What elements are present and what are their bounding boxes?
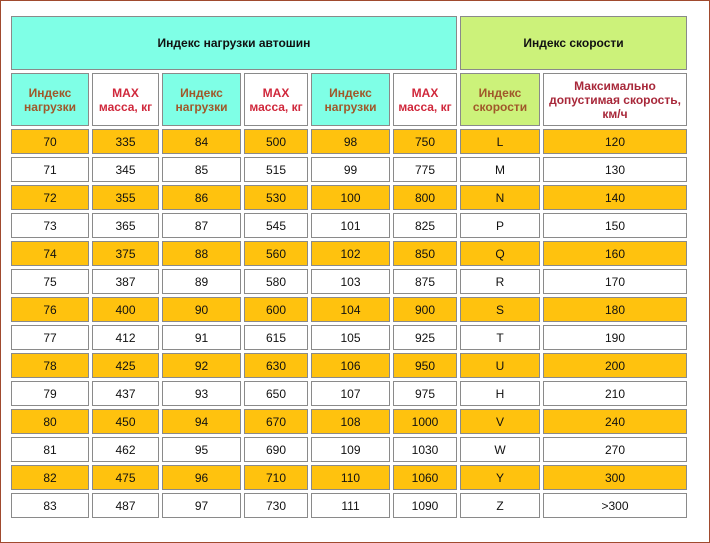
max-mass-cell: 1090 xyxy=(393,493,457,518)
load-index-group-header: Индекс нагрузки автошин xyxy=(11,16,457,70)
table-row xyxy=(11,185,687,210)
max-mass-cell: 487 xyxy=(92,493,159,518)
max-mass-column-header: MAX масса, кг xyxy=(393,73,457,126)
load-index-cell: 73 xyxy=(11,213,89,238)
load-index-cell: 108 xyxy=(311,409,390,434)
load-index-cell: 75 xyxy=(11,269,89,294)
load-index-cell: 100 xyxy=(311,185,390,210)
max-mass-cell: 580 xyxy=(244,269,308,294)
speed-index-cell: T xyxy=(460,325,540,350)
max-mass-cell: 615 xyxy=(244,325,308,350)
table-row xyxy=(11,213,687,238)
load-index-cell: 110 xyxy=(311,465,390,490)
max-speed-cell: 210 xyxy=(543,381,687,406)
load-index-cell: 71 xyxy=(11,157,89,182)
table-row xyxy=(11,297,687,322)
max-speed-cell: 270 xyxy=(543,437,687,462)
load-index-cell: 72 xyxy=(11,185,89,210)
load-index-cell: 88 xyxy=(162,241,241,266)
speed-index-cell: H xyxy=(460,381,540,406)
max-speed-cell: 180 xyxy=(543,297,687,322)
load-index-cell: 91 xyxy=(162,325,241,350)
speed-index-cell: P xyxy=(460,213,540,238)
max-mass-cell: 630 xyxy=(244,353,308,378)
table-row xyxy=(11,465,687,490)
speed-index-cell: N xyxy=(460,185,540,210)
load-index-cell: 82 xyxy=(11,465,89,490)
max-mass-cell: 400 xyxy=(92,297,159,322)
max-speed-cell: 190 xyxy=(543,325,687,350)
load-index-cell: 89 xyxy=(162,269,241,294)
max-mass-cell: 975 xyxy=(393,381,457,406)
load-index-cell: 84 xyxy=(162,129,241,154)
table-row xyxy=(11,437,687,462)
speed-index-cell: W xyxy=(460,437,540,462)
load-index-column-header: Индекс нагрузки xyxy=(311,73,390,126)
speed-index-cell: L xyxy=(460,129,540,154)
max-mass-cell: 875 xyxy=(393,269,457,294)
max-mass-cell: 475 xyxy=(92,465,159,490)
load-index-cell: 109 xyxy=(311,437,390,462)
max-speed-cell: 200 xyxy=(543,353,687,378)
max-mass-cell: 365 xyxy=(92,213,159,238)
max-mass-cell: 425 xyxy=(92,353,159,378)
max-mass-cell: 1030 xyxy=(393,437,457,462)
max-speed-cell: 240 xyxy=(543,409,687,434)
max-speed-column-header: Максимально допустимая скорость, км/ч xyxy=(543,73,687,126)
speed-index-cell: U xyxy=(460,353,540,378)
load-index-cell: 98 xyxy=(311,129,390,154)
max-speed-cell: 120 xyxy=(543,129,687,154)
speed-index-column-header: Индекс скорости xyxy=(460,73,540,126)
max-speed-cell: 300 xyxy=(543,465,687,490)
load-index-cell: 111 xyxy=(311,493,390,518)
load-index-cell: 76 xyxy=(11,297,89,322)
table-row xyxy=(11,353,687,378)
max-mass-cell: 600 xyxy=(244,297,308,322)
load-index-cell: 107 xyxy=(311,381,390,406)
max-mass-cell: 1000 xyxy=(393,409,457,434)
speed-index-cell: R xyxy=(460,269,540,294)
load-index-cell: 99 xyxy=(311,157,390,182)
table-row xyxy=(11,493,687,518)
load-index-cell: 96 xyxy=(162,465,241,490)
max-mass-cell: 900 xyxy=(393,297,457,322)
tyre-index-table xyxy=(8,13,690,521)
max-mass-cell: 825 xyxy=(393,213,457,238)
max-mass-cell: 355 xyxy=(92,185,159,210)
max-speed-cell: 170 xyxy=(543,269,687,294)
load-index-column-header: Индекс нагрузки xyxy=(162,73,241,126)
max-mass-cell: 775 xyxy=(393,157,457,182)
max-mass-cell: 387 xyxy=(92,269,159,294)
load-index-cell: 78 xyxy=(11,353,89,378)
load-index-cell: 94 xyxy=(162,409,241,434)
max-speed-cell: 140 xyxy=(543,185,687,210)
load-index-cell: 74 xyxy=(11,241,89,266)
max-mass-cell: 437 xyxy=(92,381,159,406)
load-index-cell: 95 xyxy=(162,437,241,462)
load-index-cell: 79 xyxy=(11,381,89,406)
load-index-cell: 87 xyxy=(162,213,241,238)
max-speed-cell: 150 xyxy=(543,213,687,238)
max-speed-cell: 130 xyxy=(543,157,687,182)
max-mass-cell: 950 xyxy=(393,353,457,378)
max-mass-cell: 450 xyxy=(92,409,159,434)
max-mass-cell: 515 xyxy=(244,157,308,182)
max-mass-cell: 560 xyxy=(244,241,308,266)
max-mass-column-header: MAX масса, кг xyxy=(92,73,159,126)
table-row xyxy=(11,157,687,182)
max-mass-cell: 375 xyxy=(92,241,159,266)
speed-index-group-header: Индекс скорости xyxy=(460,16,687,70)
max-mass-cell: 710 xyxy=(244,465,308,490)
max-mass-cell: 530 xyxy=(244,185,308,210)
load-index-cell: 70 xyxy=(11,129,89,154)
max-mass-cell: 670 xyxy=(244,409,308,434)
table-row xyxy=(11,409,687,434)
speed-index-cell: Z xyxy=(460,493,540,518)
table-row xyxy=(11,381,687,406)
max-mass-cell: 545 xyxy=(244,213,308,238)
load-index-cell: 104 xyxy=(311,297,390,322)
load-index-cell: 105 xyxy=(311,325,390,350)
load-index-cell: 103 xyxy=(311,269,390,294)
load-index-cell: 90 xyxy=(162,297,241,322)
table-row xyxy=(11,129,687,154)
speed-index-cell: Q xyxy=(460,241,540,266)
max-speed-cell: 160 xyxy=(543,241,687,266)
load-index-cell: 102 xyxy=(311,241,390,266)
load-index-cell: 80 xyxy=(11,409,89,434)
max-mass-cell: 730 xyxy=(244,493,308,518)
max-mass-cell: 500 xyxy=(244,129,308,154)
load-index-cell: 86 xyxy=(162,185,241,210)
table-row xyxy=(11,241,687,266)
max-mass-cell: 800 xyxy=(393,185,457,210)
load-index-cell: 77 xyxy=(11,325,89,350)
load-index-cell: 92 xyxy=(162,353,241,378)
load-index-cell: 101 xyxy=(311,213,390,238)
speed-index-cell: V xyxy=(460,409,540,434)
load-index-cell: 83 xyxy=(11,493,89,518)
table-row xyxy=(11,269,687,294)
speed-index-cell: S xyxy=(460,297,540,322)
speed-index-cell: Y xyxy=(460,465,540,490)
load-index-column-header: Индекс нагрузки xyxy=(11,73,89,126)
max-mass-cell: 345 xyxy=(92,157,159,182)
max-mass-cell: 925 xyxy=(393,325,457,350)
table-row xyxy=(11,325,687,350)
max-mass-cell: 690 xyxy=(244,437,308,462)
load-index-cell: 93 xyxy=(162,381,241,406)
max-mass-cell: 750 xyxy=(393,129,457,154)
load-index-cell: 81 xyxy=(11,437,89,462)
max-mass-cell: 1060 xyxy=(393,465,457,490)
load-index-cell: 97 xyxy=(162,493,241,518)
max-mass-cell: 850 xyxy=(393,241,457,266)
load-index-cell: 85 xyxy=(162,157,241,182)
max-mass-column-header: MAX масса, кг xyxy=(244,73,308,126)
max-mass-cell: 335 xyxy=(92,129,159,154)
max-speed-cell: >300 xyxy=(543,493,687,518)
max-mass-cell: 462 xyxy=(92,437,159,462)
load-index-cell: 106 xyxy=(311,353,390,378)
speed-index-cell: M xyxy=(460,157,540,182)
max-mass-cell: 412 xyxy=(92,325,159,350)
max-mass-cell: 650 xyxy=(244,381,308,406)
